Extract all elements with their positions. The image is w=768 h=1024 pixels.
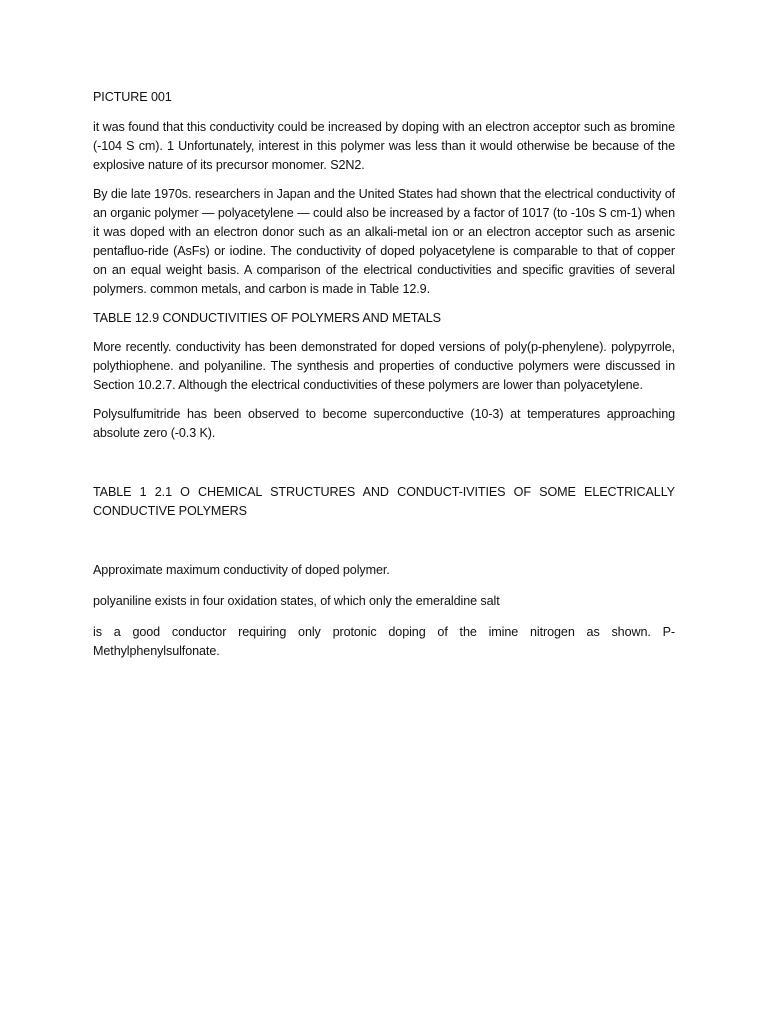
good-conductor-paragraph: is a good conductor requiring only protonic doping of the imine nitrogen as shown. P-Methylphenylsulfonate. — [93, 625, 675, 658]
table-12-10-heading: TABLE 1 2.1 O CHEMICAL STRUCTURES AND CONDUCT-IVITIES OF SOME ELECTRICALLY CONDUCTIVE POLYMERS — [93, 485, 675, 518]
approximate-conductivity-note: Approximate maximum conductivity of doped polymer. — [93, 563, 390, 577]
intro-paragraph: it was found that this conductivity could be increased by doping with an electron acceptor such as bromine (-104 S cm). 1 Unfortunately, interest in this polymer was less than it would otherwise be because of the explosive nature of its precursor monomer. S2N2. — [93, 120, 675, 172]
picture-heading: PICTURE 001 — [93, 90, 172, 104]
polyaniline-paragraph: polyaniline exists in four oxidation states, of which only the emeraldine salt — [93, 594, 500, 608]
table-12-9-heading: TABLE 12.9 CONDUCTIVITIES OF POLYMERS AND METALS — [93, 311, 441, 325]
polysulfumitride-paragraph: Polysulfumitride has been observed to become superconductive (10-3) at temperatures approaching absolute zero (-0.3 K). — [93, 407, 675, 440]
recent-paragraph: More recently. conductivity has been demonstrated for doped versions of poly(p-phenylene). polypyrrole, polythiophene. and polyaniline. The synthesis and properties of conductive polymers were discussed in Section 10.2.7. Although the electrical conductivities of these polymers are lower than polyacetylene. — [93, 340, 675, 392]
history-paragraph: By die late 1970s. researchers in Japan and the United States had shown that the electrical conductivity of an organic polymer — polyacetylene — could also be increased by a factor of 1017 (to -10s S cm-1) when it was doped with an electron donor such as an alkali-metal ion or an electron acceptor such as arsenic pentafluo-ride (AsFs) or iodine. The conductivity of doped polyacetylene is comparable to that of copper on an equal weight basis. A comparison of the electrical conductivities and specific gravities of several polymers. common metals, and carbon is made in Table 12.9. — [93, 187, 675, 296]
document-body — [93, 88, 675, 661]
